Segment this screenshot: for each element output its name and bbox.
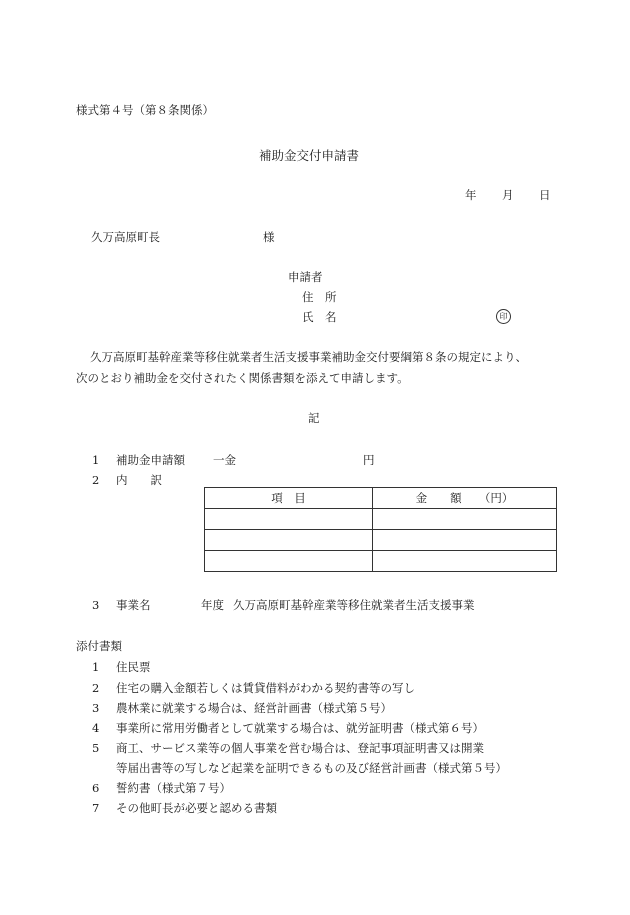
attachment-number: 2 [92,681,100,695]
document-title: 補助金交付申請書 [259,148,360,163]
table-cell [205,551,373,572]
attachment-number: 4 [92,721,100,735]
date-month: 月 [502,188,514,202]
item2-number: 2 [92,473,100,487]
item1-label: 補助金申請額 [116,453,185,467]
body-text-line1: 久万高原町基幹産業等移住就業者生活支援事業補助金交付要綱第８条の規定により、 [90,350,527,364]
table-header-item: 項 目 [205,488,373,509]
item1-unit: 円 [363,453,375,467]
attachment-text: 住宅の購入金額若しくは賃貸借料がわかる契約書等の写し [116,681,415,695]
item2-label: 内 訳 [116,473,162,487]
table-row [205,509,557,530]
attachments-heading: 添付書類 [76,639,122,653]
item3-number: 3 [92,598,100,612]
form-number: 様式第４号（第８条関係） [76,103,214,117]
item1-number: 1 [92,453,100,467]
date-day: 日 [539,188,551,202]
table-row [205,551,557,572]
attachment-number: 7 [92,801,100,815]
applicant-address-label: 住 所 [302,290,337,304]
date-year: 年 [465,188,477,202]
item1-prefix: 一金 [213,453,236,467]
body-text-line2: 次のとおり補助金を交付されたく関係書類を添えて申請します。 [76,371,409,385]
attachment-number: 3 [92,701,100,715]
attachment-number: 1 [92,660,100,674]
attachment-text: 商工、サービス業等の個人事業を営む場合は、登記事項証明書又は開業 [116,741,484,755]
attachment-text-continued: 等届出書等の写しなど起業を証明できるもの及び経営計画書（様式第５号） [116,761,507,775]
attachment-text: 農林業に就業する場合は、経営計画書（様式第５号） [116,701,392,715]
applicant-heading: 申請者 [288,270,323,284]
addressee-name: 久万高原町長 [91,230,160,244]
item3-label: 事業名 [116,598,151,612]
table-cell [205,509,373,530]
seal-mark: 印 [496,309,511,324]
addressee-honorific: 様 [263,230,275,244]
table-cell [373,530,557,551]
applicant-name-label: 氏 名 [302,310,337,324]
table-cell [205,530,373,551]
table-cell [373,509,557,530]
table-header-amount: 金 額 （円） [373,488,557,509]
attachment-text: その他町長が必要と認める書類 [116,801,277,815]
attachment-text: 誓約書（様式第７号） [116,781,231,795]
attachment-number: 6 [92,781,100,795]
attachment-number: 5 [92,741,100,755]
breakdown-table [204,487,557,572]
ki-heading: 記 [308,411,320,425]
attachment-text: 住民票 [116,660,151,674]
table-header-row [205,488,557,509]
table-row [205,530,557,551]
attachment-text: 事業所に常用労働者として就業する場合は、就労証明書（様式第６号） [116,721,484,735]
item3-year-word: 年度 [201,598,224,612]
table-cell [373,551,557,572]
item3-project-name: 久万高原町基幹産業等移住就業者生活支援事業 [233,598,475,612]
